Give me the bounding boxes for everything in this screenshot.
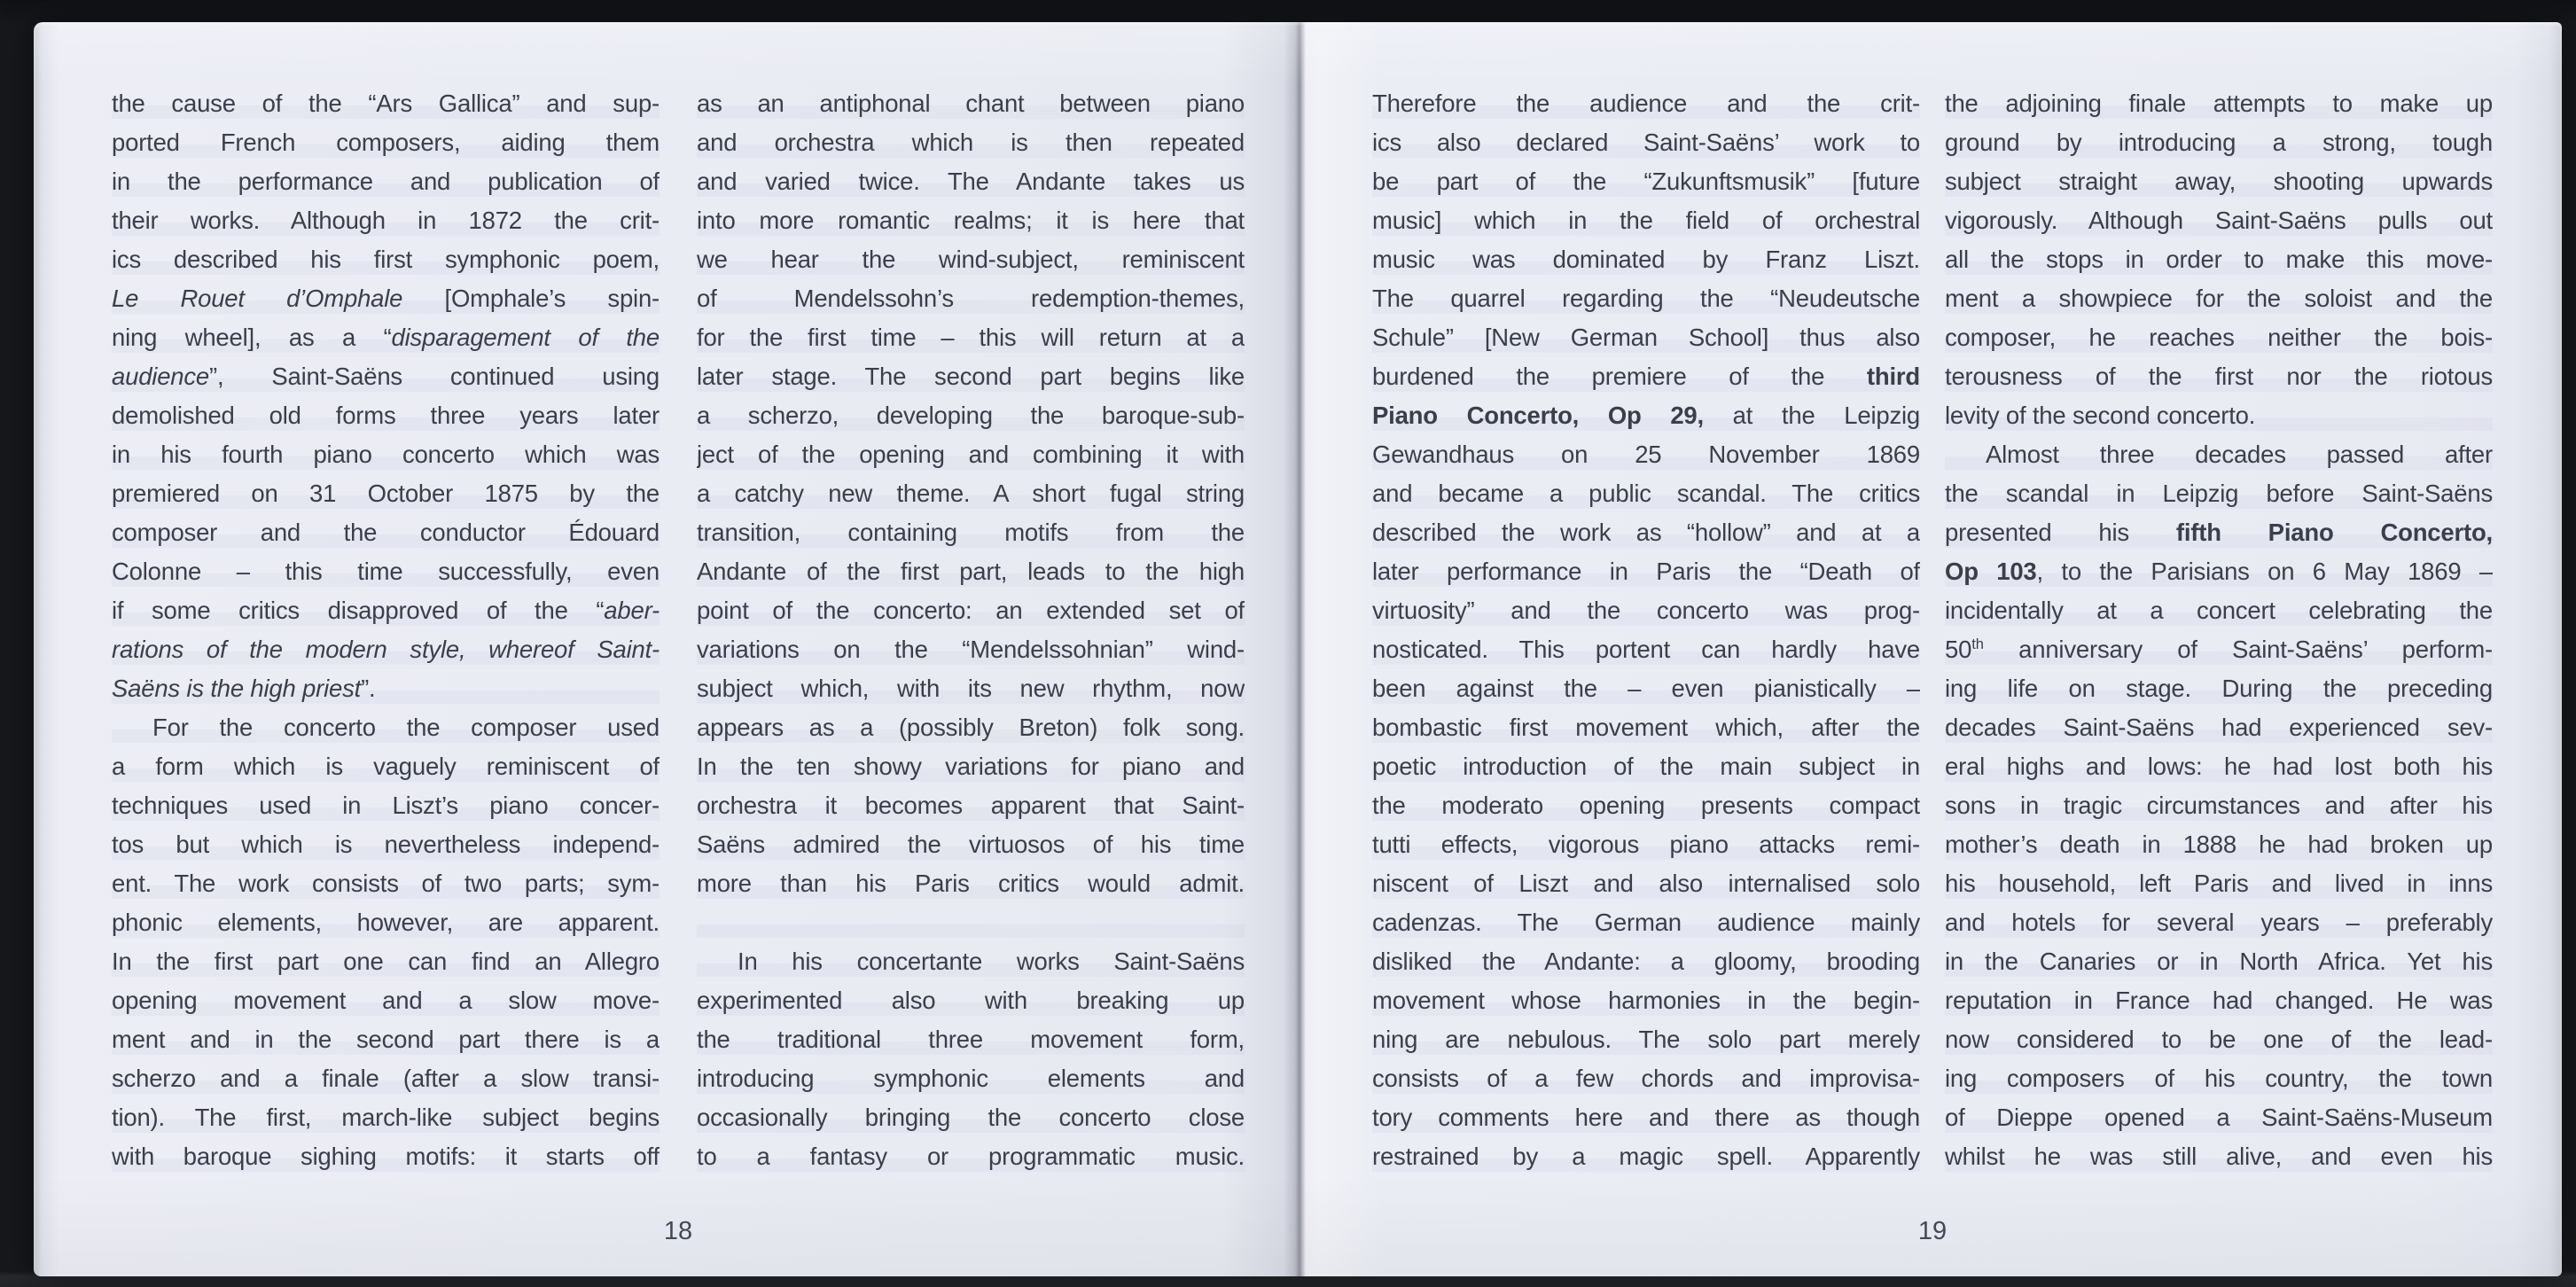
text-line: and hotels for several years – preferably bbox=[1945, 909, 2493, 936]
text-line: techniques used in Liszt’s piano concer- bbox=[112, 792, 660, 819]
text-line: Saëns admired the virtuosos of his time bbox=[697, 831, 1245, 858]
text-line: to a fantasy or programmatic music. bbox=[697, 1143, 1245, 1170]
text-line: scherzo and a finale (after a slow transi- bbox=[112, 1065, 660, 1092]
text-line: of Dieppe opened a Saint-Saëns-Museum bbox=[1945, 1104, 2493, 1131]
text-line: ics described his first symphonic poem, bbox=[112, 246, 660, 273]
text-line: a form which is vaguely reminiscent of bbox=[112, 753, 660, 780]
text-line: in the performance and publication of bbox=[112, 168, 660, 195]
text-line: 50th anniversary of Saint-Saëns’ perform- bbox=[1945, 636, 2493, 663]
text-line: composer and the conductor Édouard bbox=[112, 519, 660, 546]
text-line: bombastic first movement which, after the bbox=[1372, 714, 1920, 741]
text-line: ment a showpiece for the soloist and the bbox=[1945, 285, 2493, 312]
text-column-left bbox=[1372, 84, 1920, 1176]
text-line: a catchy new theme. A short fugal string bbox=[697, 480, 1245, 507]
text-line: composer, he reaches neither the bois- bbox=[1945, 324, 2493, 351]
text-line: disliked the Andante: a gloomy, brooding bbox=[1372, 948, 1920, 975]
text-line: poetic introduction of the main subject in bbox=[1372, 753, 1920, 780]
text-line: consists of a few chords and improvisa- bbox=[1372, 1065, 1920, 1092]
text-line: ent. The work consists of two parts; sym- bbox=[112, 870, 660, 897]
text-line: In his concertante works Saint-Saëns bbox=[738, 948, 1245, 975]
text-line: later performance in Paris the “Death of bbox=[1372, 558, 1920, 585]
text-line: In the ten showy variations for piano and bbox=[697, 753, 1245, 780]
text-column-right bbox=[1945, 84, 2493, 1176]
text-line: later stage. The second part begins like bbox=[697, 363, 1245, 390]
text-line: burdened the premiere of the third bbox=[1372, 363, 1920, 390]
text-line: and became a public scandal. The critics bbox=[1372, 480, 1920, 507]
text-line: occasionally bringing the concerto close bbox=[697, 1104, 1245, 1131]
text-line: introducing symphonic elements and bbox=[697, 1065, 1245, 1092]
text-line: Le Rouet d’Omphale [Omphale’s spin- bbox=[112, 285, 660, 312]
text-line: reputation in France had changed. He was bbox=[1945, 987, 2493, 1014]
text-line: ground by introducing a strong, tough bbox=[1945, 129, 2493, 156]
text-line: ics also declared Saint-Saëns’ work to bbox=[1372, 129, 1920, 156]
text-line: Almost three decades passed after bbox=[1986, 441, 2493, 468]
text-line: of Mendelssohn’s redemption-themes, bbox=[697, 285, 1245, 312]
text-line: more than his Paris critics would admit. bbox=[697, 870, 1245, 897]
text-line: their works. Although in 1872 the crit- bbox=[112, 207, 660, 234]
text-line: now considered to be one of the lead- bbox=[1945, 1026, 2493, 1053]
text-line: whilst he was still alive, and even his bbox=[1945, 1143, 2493, 1170]
booklet-spread bbox=[34, 22, 2562, 1276]
text-line: the moderato opening presents compact bbox=[1372, 792, 1920, 819]
text-line: movement whose harmonies in the begin- bbox=[1372, 987, 1920, 1014]
text-line: ning wheel], as a “disparagement of the bbox=[112, 324, 660, 351]
text-line: nosticated. This portent can hardly have bbox=[1372, 636, 1920, 663]
text-line: subject which, with its new rhythm, now bbox=[697, 675, 1245, 702]
text-line: his household, left Paris and lived in inns bbox=[1945, 870, 2493, 897]
text-line: vigorously. Although Saint-Saëns pulls out bbox=[1945, 207, 2493, 234]
text-line: restrained by a magic spell. Apparently bbox=[1372, 1143, 1920, 1170]
text-line: and varied twice. The Andante takes us bbox=[697, 168, 1245, 195]
text-line: mother’s death in 1888 he had broken up bbox=[1945, 831, 2493, 858]
text-line: sons in tragic circumstances and after his bbox=[1945, 792, 2493, 819]
text-line: terousness of the first nor the riotous bbox=[1945, 363, 2493, 390]
text-line: ject of the opening and combining it with bbox=[697, 441, 1245, 468]
text-line: demolished old forms three years later bbox=[112, 402, 660, 429]
text-line: eral highs and lows: he had lost both his bbox=[1945, 753, 2493, 780]
text-line: Gewandhaus on 25 November 1869 bbox=[1372, 441, 1920, 468]
text-line: and orchestra which is then repeated bbox=[697, 129, 1245, 156]
text-line: tory comments here and there as though bbox=[1372, 1104, 1920, 1131]
text-line: Schule” [New German School] thus also bbox=[1372, 324, 1920, 351]
text-line: The quarrel regarding the “Neudeutsche bbox=[1372, 285, 1920, 312]
text-line: the cause of the “Ars Gallica” and sup- bbox=[112, 90, 660, 117]
text-line: niscent of Liszt and also internalised solo bbox=[1372, 870, 1920, 897]
text-line: ing composers of his country, the town bbox=[1945, 1065, 2493, 1092]
text-line: decades Saint-Saëns had experienced sev- bbox=[1945, 714, 2493, 741]
text-column-left bbox=[112, 84, 660, 1176]
text-line: variations on the “Mendelssohnian” wind- bbox=[697, 636, 1245, 663]
text-line: ported French composers, aiding them bbox=[112, 129, 660, 156]
text-line: for the first time – this will return at a bbox=[697, 324, 1245, 351]
text-line: orchestra it becomes apparent that Saint- bbox=[697, 792, 1245, 819]
text-line: ment and in the second part there is a bbox=[112, 1026, 660, 1053]
text-line: experimented also with breaking up bbox=[697, 987, 1245, 1014]
text-line: if some critics disapproved of the “aber- bbox=[112, 597, 660, 624]
text-line: tos but which is nevertheless independ- bbox=[112, 831, 660, 858]
text-line: audience”, Saint-Saëns continued using bbox=[112, 363, 660, 390]
text-line: ing life on stage. During the preceding bbox=[1945, 675, 2493, 702]
text-line: we hear the wind-subject, reminiscent bbox=[697, 246, 1245, 273]
page-19 bbox=[1299, 22, 2562, 1276]
text-line: be part of the “Zukunftsmusik” [future bbox=[1372, 168, 1920, 195]
page-number: 19 bbox=[1917, 1217, 1948, 1245]
text-line: Saëns is the high priest”. bbox=[112, 675, 376, 702]
text-line: tion). The first, march-like subject begins bbox=[112, 1104, 660, 1131]
text-line: For the concerto the composer used bbox=[152, 714, 660, 741]
text-line: virtuosity” and the concerto was prog- bbox=[1372, 597, 1920, 624]
text-line: Andante of the first part, leads to the high bbox=[697, 558, 1245, 585]
text-line: into more romantic realms; it is here that bbox=[697, 207, 1245, 234]
text-line: incidentally at a concert celebrating the bbox=[1945, 597, 2493, 624]
text-line: rations of the modern style, whereof Saint- bbox=[112, 636, 660, 663]
text-line: subject straight away, shooting upwards bbox=[1945, 168, 2493, 195]
text-line: as an antiphonal chant between piano bbox=[697, 90, 1245, 117]
text-line: appears as a (possibly Breton) folk song. bbox=[697, 714, 1245, 741]
text-line: described the work as “hollow” and at a bbox=[1372, 519, 1920, 546]
text-line: ning are nebulous. The solo part merely bbox=[1372, 1026, 1920, 1053]
text-line: Piano Concerto, Op 29, at the Leipzig bbox=[1372, 402, 1920, 429]
text-line: presented his fifth Piano Concerto, bbox=[1945, 519, 2493, 546]
text-line: Colonne – this time successfully, even bbox=[112, 558, 660, 585]
page-18 bbox=[34, 22, 1299, 1276]
text-line: a scherzo, developing the baroque-sub- bbox=[697, 402, 1245, 429]
page-number: 18 bbox=[663, 1217, 693, 1245]
text-line: all the stops in order to make this move- bbox=[1945, 246, 2493, 273]
paragraph-gap bbox=[697, 903, 1245, 942]
text-line: premiered on 31 October 1875 by the bbox=[112, 480, 660, 507]
text-line: in the Canaries or in North Africa. Yet his bbox=[1945, 948, 2493, 975]
text-line: opening movement and a slow move- bbox=[112, 987, 660, 1014]
text-line: with baroque sighing motifs: it starts off bbox=[112, 1143, 660, 1170]
text-line: transition, containing motifs from the bbox=[697, 519, 1245, 546]
text-line: the scandal in Leipzig before Saint-Saëns bbox=[1945, 480, 2493, 507]
text-line: been against the – even pianistically – bbox=[1372, 675, 1920, 702]
text-line: Op 103, to the Parisians on 6 May 1869 – bbox=[1945, 558, 2493, 585]
text-line: music] which in the field of orchestral bbox=[1372, 207, 1920, 234]
text-line: music was dominated by Franz Liszt. bbox=[1372, 246, 1920, 273]
text-line: the traditional three movement form, bbox=[697, 1026, 1245, 1053]
text-line: cadenzas. The German audience mainly bbox=[1372, 909, 1920, 936]
text-line: Therefore the audience and the crit- bbox=[1372, 90, 1920, 117]
text-line: levity of the second concerto. bbox=[1945, 402, 2256, 429]
text-line: In the first part one can find an Allegro bbox=[112, 948, 660, 975]
text-line: in his fourth piano concerto which was bbox=[112, 441, 660, 468]
text-line: point of the concerto: an extended set of bbox=[697, 597, 1245, 624]
text-column-right bbox=[697, 84, 1245, 1176]
text-line: phonic elements, however, are apparent. bbox=[112, 909, 660, 936]
text-line: tutti effects, vigorous piano attacks remi- bbox=[1372, 831, 1920, 858]
text-line: the adjoining finale attempts to make up bbox=[1945, 90, 2493, 117]
